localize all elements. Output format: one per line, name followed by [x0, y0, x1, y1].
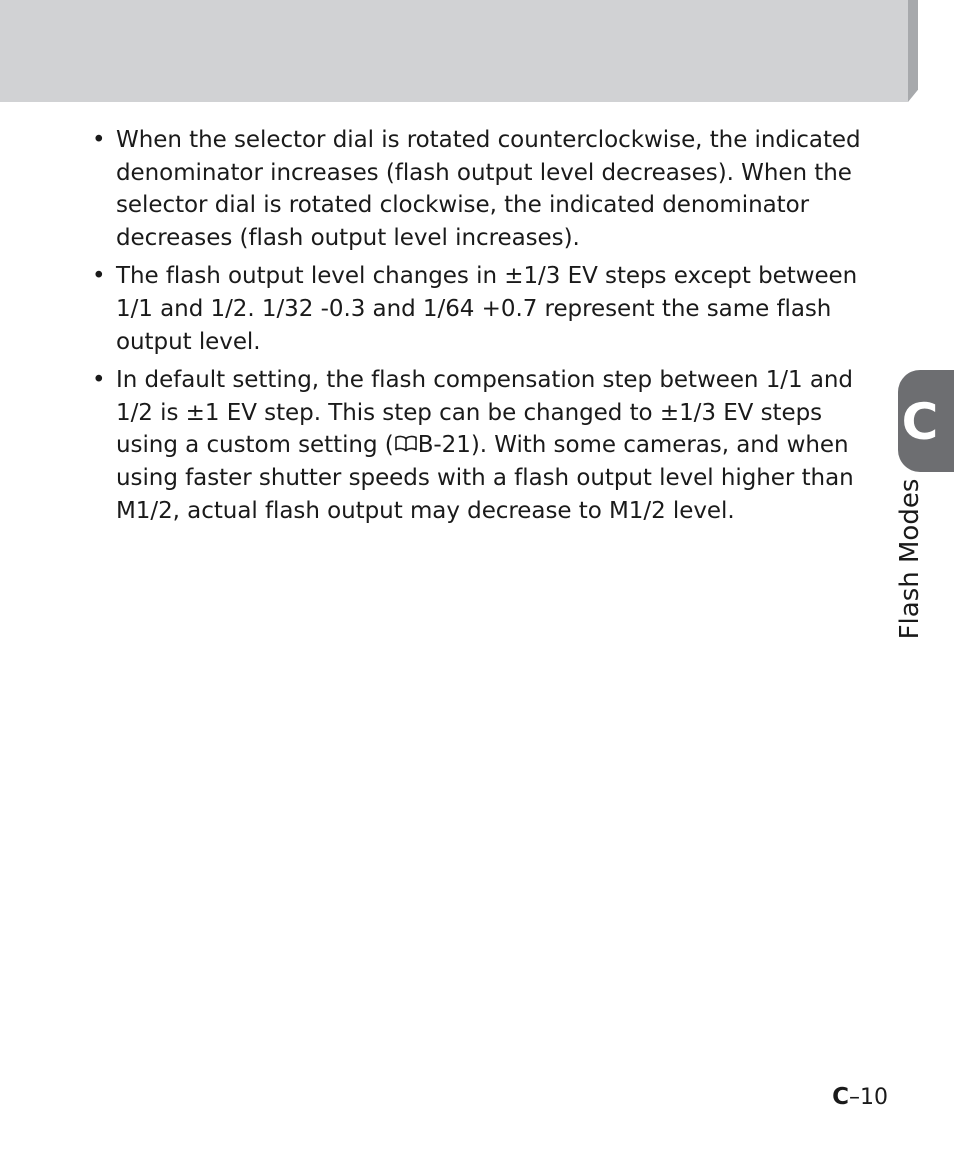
bullet-text: The flash output level changes in ±1/3 EV steps except between 1/1 and 1/2. 1/32 -0.3 and 1/64 +0.7 represent the same flash output level. [116, 263, 858, 355]
bullet-item-output-steps [92, 260, 882, 358]
header-band-edge [908, 0, 918, 102]
bullet-text-before-reference: In default setting, the flash compensation step between 1/1 and 1/2 is ±1 EV step. This step can be changed to ±1/3 EV steps using a custom setting ( [116, 367, 853, 459]
main-content [92, 124, 882, 533]
side-section-title: Flash Modes [895, 478, 925, 640]
book-reference-icon [394, 435, 418, 452]
bullet-item-default-setting [92, 364, 882, 527]
bullet-item-selector-dial [92, 124, 882, 254]
header-band [0, 0, 908, 102]
bullet-text: When the selector dial is rotated counterclockwise, the indicated denominator increases (flash output level decreases). When the selector dial is rotated clockwise, the indicated denominator decreases (flash output level increases). [116, 127, 861, 251]
section-tab-letter: C [901, 393, 939, 451]
bullet-dot: • [92, 127, 106, 153]
bullet-list [92, 124, 882, 527]
page-number-value: –10 [849, 1085, 888, 1110]
bullet-text-after-reference: B-21). With some cameras, and when using faster shutter speeds with a flash output level higher than M1/2, actual flash output may decrease to M1/2 level. [116, 432, 854, 524]
bullet-dot: • [92, 263, 106, 290]
page-number [832, 1083, 888, 1112]
bullet-dot: • [92, 367, 106, 394]
page-number-section-letter: C [832, 1084, 849, 1110]
